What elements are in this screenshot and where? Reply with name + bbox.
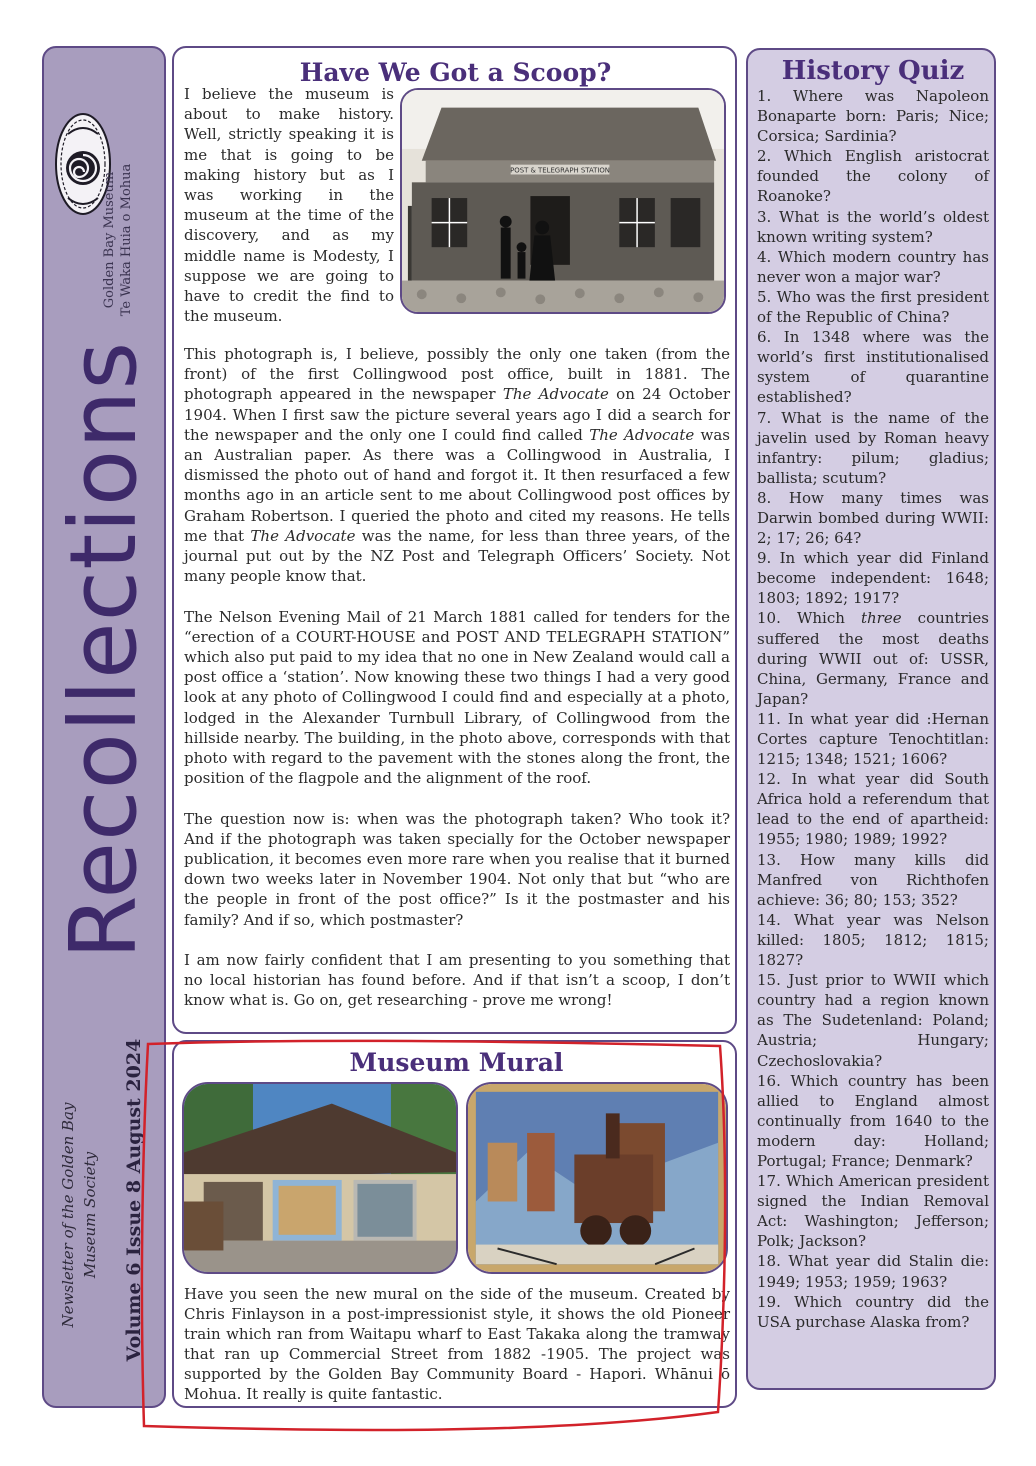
quiz-question: 7. What is the name of the javelin used by Roman heavy infantry: pilum; gladius; ballista; scutum? bbox=[757, 408, 989, 487]
article-body bbox=[184, 344, 730, 1031]
quiz-question bbox=[757, 608, 989, 708]
article-paragraph-text: was an Australian paper. As there was a Collingwood in Australia, I dismissed the photo out of hand and forgot it. It then resurfaced a few months ago in an article sent to me about Collingwood post offices by Graham Robertson. I queried the photo and cited my reasons. He tells me that bbox=[184, 425, 731, 545]
quiz-question: 15. Just prior to WWII which country had a region known as The Sudetenland: Poland; Austria; Hungary; Czechoslovakia? bbox=[757, 971, 989, 1070]
quiz-question: 17. Which American president signed the Indian Removal Act: Washington; Jefferson; Polk; Jackson? bbox=[757, 1172, 989, 1251]
publication-name: The Advocate bbox=[502, 385, 609, 404]
article-paragraph bbox=[184, 344, 730, 586]
quiz-question-text: countries suffered the most deaths during WWII out of: USSR, China, Germany, France and Japan? bbox=[757, 609, 990, 708]
mural-description: Have you seen the new mural on the side of the museum. Created by Chris Finlayson in a post-impressionist style, it shows the old Pioneer train which ran from Waitapu wharf to East Takaka along the tramway that ran up Commercial Street from 1882 -1905. The project was supported by the Golden Bay Community Board - Hapori. Whānui ō Mohua. It really is quite fantastic. bbox=[184, 1285, 730, 1403]
quiz-question: 6. In 1348 where was the world’s first institutionalised system of quarantine established? bbox=[757, 328, 989, 407]
mural-title: Museum Mural bbox=[349, 1048, 564, 1077]
quiz-question: 12. In what year did South Africa hold a referendum that lead to the end of apartheid: 1955; 1980; 1989; 1992? bbox=[757, 770, 989, 849]
article-intro: I believe the museum is about to make history. Well, strictly speaking it is me that is going to be making history but as I was working in the museum at the time of the discovery, and as my middle name is Modesty, I suppose we are going to have to credit the find to the museum. bbox=[184, 85, 394, 326]
museum-building-photo bbox=[182, 1082, 458, 1274]
quiz-question: 4. Which modern country has never won a major war? bbox=[757, 247, 989, 286]
quiz-question: 16. Which country has been allied to England almost continually from 1640 to the modern day: Holland; Portugal; France; Denmark? bbox=[757, 1071, 989, 1170]
quiz-question: 19. Which country did the USA purchase Alaska from? bbox=[757, 1292, 989, 1331]
publication-name: The Advocate bbox=[250, 526, 356, 545]
quiz-question: 11. In what year did :Hernan Cortes capture Tenochtitlan: 1215; 1348; 1521; 1606? bbox=[757, 709, 989, 769]
article-paragraph-text: This photograph is, I believe, possibly the only one taken (from the front) of the first Collingwood post office, built in 1881. The photograph appeared in the newspaper bbox=[184, 345, 730, 404]
post-office-sign: POST & TELEGRAPH STATION bbox=[510, 166, 610, 175]
newsletter-title: Recollections bbox=[50, 340, 157, 960]
quiz-question: 2. Which English aristocrat founded the colony of Roanoke? bbox=[757, 147, 989, 206]
quiz-title: History Quiz bbox=[781, 56, 965, 86]
article-paragraph-text: on 24 October 1904. When I first saw the picture several years ago I did a search for the newspaper and the only one I could find called bbox=[184, 385, 730, 444]
museum-mural-section bbox=[172, 1040, 737, 1408]
quiz-question: 18. What year did Stalin die: 1949; 1953; 1959; 1963? bbox=[757, 1252, 989, 1291]
quiz-question: 8. How many times was Darwin bombed during WWII: 2; 17; 26; 64? bbox=[757, 488, 989, 548]
quiz-question-text: 10. Which bbox=[757, 609, 861, 628]
newsletter-subtitle-line1: Newsletter of the Golden Bay bbox=[59, 1102, 77, 1328]
train-mural-photo bbox=[466, 1082, 728, 1274]
publication-name: The Advocate bbox=[589, 425, 695, 444]
issue-info: Volume 6 Issue 8 August 2024 bbox=[123, 1038, 145, 1362]
history-quiz bbox=[746, 48, 996, 1390]
quiz-questions bbox=[757, 86, 989, 1332]
article-paragraph-text: was the name, for less than three years, of the journal put out by the NZ Post and Telegraph Officers’ Society. Not many people know that. bbox=[184, 526, 731, 586]
article-paragraph: The question now is: when was the photograph taken? Who took it? And if the photograph was taken specially for the October newspaper publication, it becomes even more rare when you realise that it burned down two weeks later in November 1904. Not only that but “who are the people in front of the post office?” Is it the postmaster and his family? And if so, which postmaster? bbox=[184, 809, 730, 929]
quiz-question: 5. Who was the first president of the Republic of China? bbox=[757, 287, 989, 327]
scoop-article bbox=[172, 46, 737, 1034]
post-office-photo bbox=[400, 88, 726, 314]
museum-name bbox=[101, 140, 141, 340]
quiz-question: 14. What year was Nelson killed: 1805; 1812; 1815; 1827? bbox=[757, 910, 989, 970]
quiz-question: 9. In which year did Finland become independent: 1648; 1803; 1892; 1917? bbox=[757, 549, 989, 608]
quiz-question: 3. What is the world’s oldest known writing system? bbox=[757, 207, 989, 246]
article-paragraph: I am now fairly confident that I am presenting to you something that no local historian has found before. And if that isn’t a scoop, I don’t know what is. Go on, get researching - prove me wrong! bbox=[184, 951, 730, 1010]
quiz-question: 13. How many kills did Manfred von Richthofen achieve: 36; 80; 153; 352? bbox=[757, 850, 989, 909]
newsletter-subtitle bbox=[57, 1065, 107, 1365]
article-paragraph: The Nelson Evening Mail of 21 March 1881 called for tenders for the “erection of a COURT-HOUSE and POST AND TELEGRAPH STATION” which also put paid to my idea that no one in New Zealand would call a post office a ‘station’. Now knowing these two things I had a very good look at any photo of Collingwood I could find and especially at a photo, lodged in the Alexander Turnbull Library, of Collingwood from the hillside nearby. The building, in the photo above, corresponds with that photo with regard to the pavement with the stones along the front, the position of the flagpole and the alignment of the roof. bbox=[184, 607, 730, 788]
museum-name-maori: Te Waka Huia o Mohua bbox=[119, 163, 134, 317]
article-title: Have We Got a Scoop? bbox=[299, 58, 612, 87]
quiz-emphasis: three bbox=[860, 609, 902, 628]
newsletter-subtitle-line2: Museum Society bbox=[81, 1151, 99, 1279]
museum-name-english: Golden Bay Museum bbox=[102, 171, 117, 309]
quiz-question: 1. Where was Napoleon Bonaparte born: Paris; Nice; Corsica; Sardinia? bbox=[757, 87, 989, 146]
